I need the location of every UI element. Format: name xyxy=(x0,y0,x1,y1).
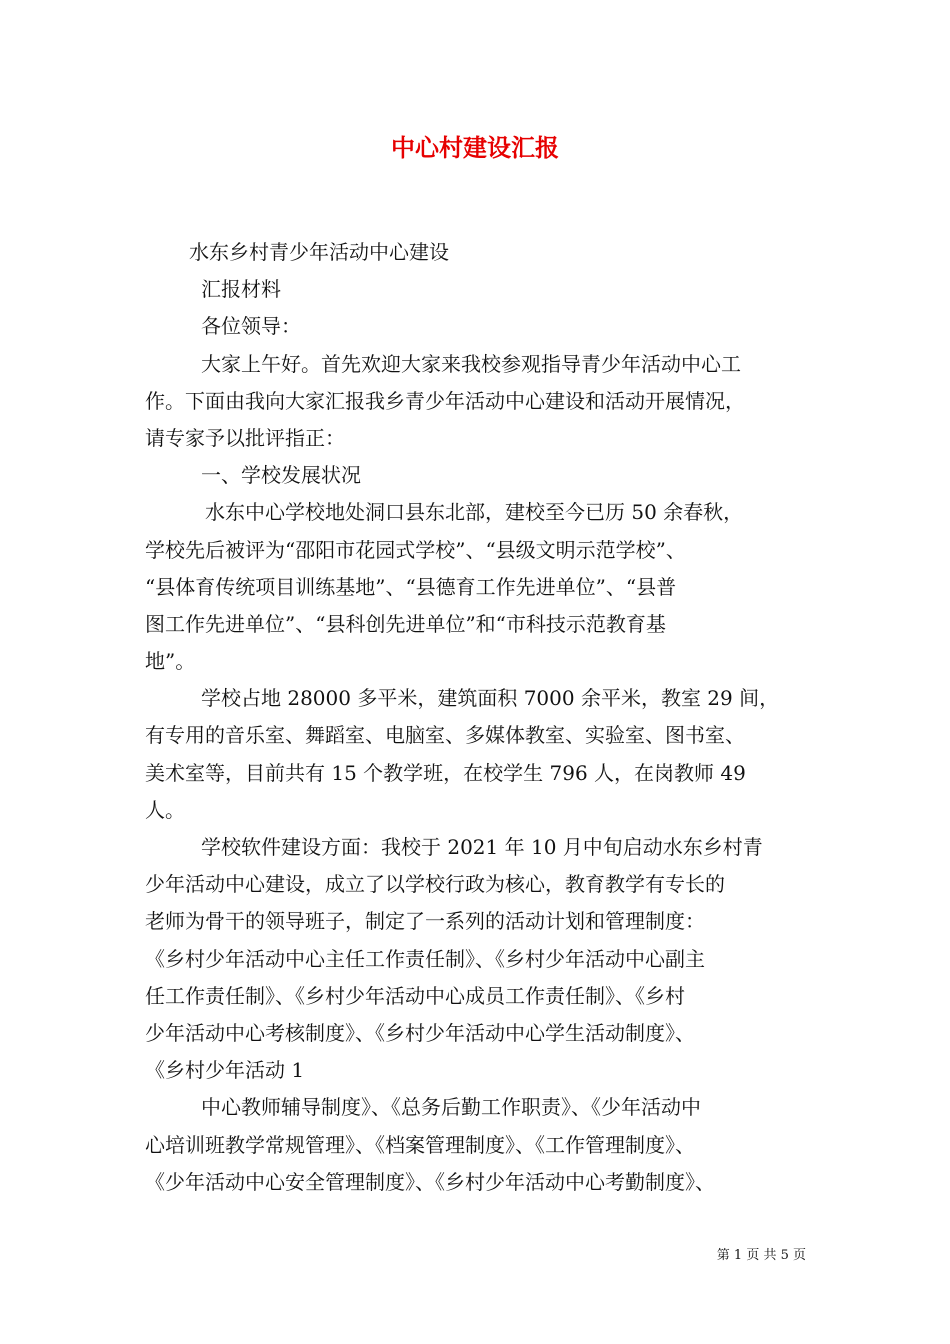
text-line: 少年活动中心考核制度》、《乡村少年活动中心学生活动制度》、 xyxy=(145,1020,695,1045)
text-line: 学校占地 28000 多平米，建筑面积 7000 余平米，教室 29 间， xyxy=(201,686,780,711)
document-title: 中心村建设汇报 xyxy=(391,133,559,162)
text-line: 有专用的音乐室、舞蹈室、电脑室、多媒体教室、实验室、图书室、 xyxy=(145,723,745,748)
text-line: 心培训班教学常规管理》、《档案管理制度》、《工作管理制度》、 xyxy=(145,1132,695,1157)
text-line: 作。下面由我向大家汇报我乡青少年活动中心建设和活动开展情况， xyxy=(145,388,745,413)
document-body xyxy=(145,234,815,1201)
text-line: 《乡村少年活动中心主任工作责任制》、《乡村少年活动中心副主 xyxy=(145,946,705,971)
text-line: 《少年活动中心安全管理制度》、《乡村少年活动中心考勤制度》、 xyxy=(145,1169,715,1194)
text-line: 各位领导： xyxy=(201,314,301,339)
text-line: 学校先后被评为“邵阳市花园式学校”、“县级文明示范学校”、 xyxy=(145,537,686,562)
text-line: 大家上午好。首先欢迎大家来我校参观指导青少年活动中心工 xyxy=(201,351,741,376)
text-line: 《乡村少年活动 1 xyxy=(145,1058,305,1083)
text-line: 请专家予以批评指正： xyxy=(145,425,345,450)
text-line: 任工作责任制》、《乡村少年活动中心成员工作责任制》、《乡村 xyxy=(145,983,685,1008)
text-line: 学校软件建设方面：我校于 2021 年 10 月中旬启动水东乡村青 xyxy=(201,835,763,859)
page-number: 第 1 页 共 5 页 xyxy=(716,1248,806,1263)
text-line: 中心教师辅导制度》、《总务后勤工作职责》、《少年活动中 xyxy=(201,1095,701,1120)
text-line: 一、学校发展状况 xyxy=(201,463,361,488)
text-line: 地”。 xyxy=(145,649,196,674)
text-line: 汇报材料 xyxy=(201,277,281,302)
text-line: 美术室等，目前共有 15 个教学班，在校学生 796 人，在岗教师 49 xyxy=(145,760,746,785)
text-line: 图工作先进单位”、“县科创先进单位”和“市科技示范教育基 xyxy=(145,611,666,636)
text-line: 水东乡村青少年活动中心建设 xyxy=(189,240,449,264)
text-line: “县体育传统项目训练基地”、“县德育工作先进单位”、“县普 xyxy=(145,574,677,599)
text-line: 老师为骨干的领导班子，制定了一系列的活动计划和管理制度： xyxy=(145,909,705,934)
text-line: 少年活动中心建设，成立了以学校行政为核心，教育教学有专长的 xyxy=(145,872,725,897)
text-line: 人。 xyxy=(145,797,185,822)
text-line: 水东中心学校地处洞口县东北部，建校至今已历 50 余春秋， xyxy=(205,500,744,525)
